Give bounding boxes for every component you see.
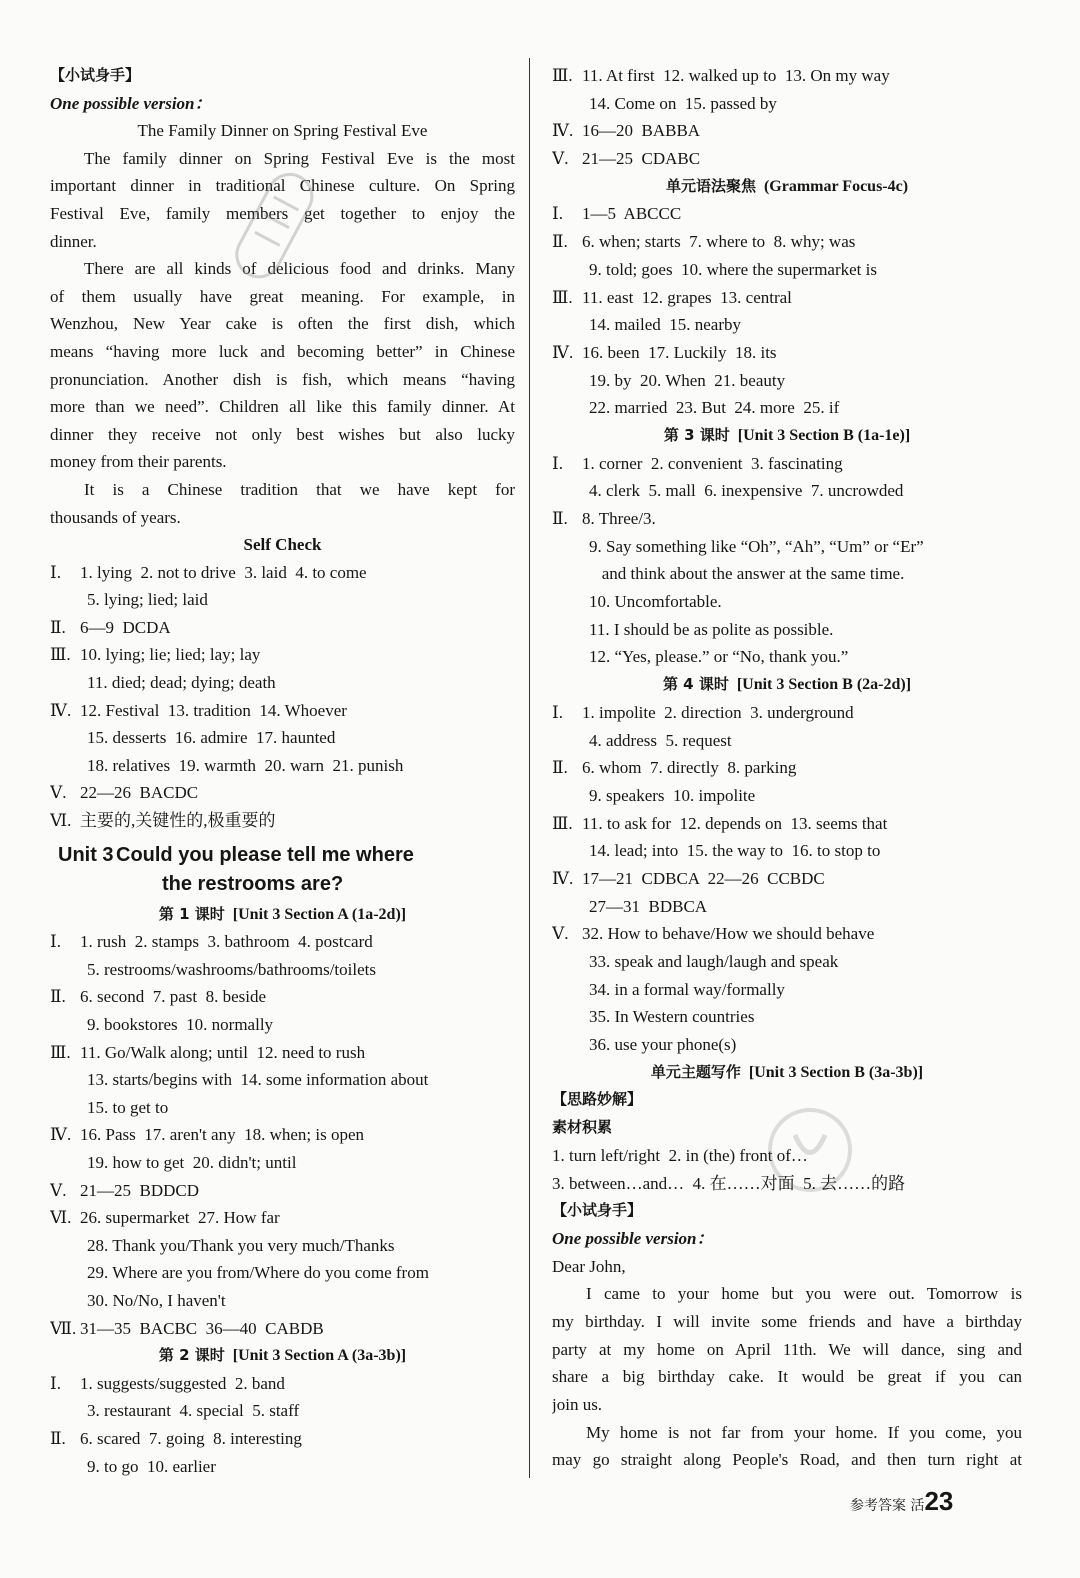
text-line: 27—31 BDBCA [589, 896, 708, 916]
section-numeral: Ⅱ. [552, 232, 568, 252]
text-line: may go straight along People's Road, and then turn right at [552, 1450, 1022, 1470]
text-line: 29. Where are you from/Where do you come from [87, 1263, 429, 1283]
section-numeral: Ⅴ. [50, 1180, 67, 1200]
answer-line [50, 1121, 515, 1149]
text-line: 19. how to get 20. didn't; until [87, 1152, 297, 1172]
answer-text: 主要的,关键性的,极重要的 [80, 811, 276, 831]
text-line: join us. [552, 1395, 603, 1414]
answer-text: 11. Go/Walk along; until 12. need to rush [80, 1042, 366, 1062]
answer-line [552, 200, 1022, 228]
answer-line [552, 920, 1022, 948]
text-line: 9. bookstores 10. normally [87, 1015, 274, 1034]
text-line: means “having more luck and becoming better” in Chinese [50, 341, 515, 361]
answer-text: 1. rush 2. stamps 3. bathroom 4. postcard [80, 932, 373, 952]
footer-label: 参考答案 活 [850, 1498, 925, 1514]
lesson-label: 第 3 课时 [663, 425, 730, 444]
answer-line [50, 1039, 515, 1067]
section-numeral: Ⅰ. [50, 1373, 61, 1393]
text-line: One possible version： [552, 1228, 714, 1248]
text-line: pronunciation. Another dish is fish, which means “having [50, 369, 515, 389]
answer-text: 21—25 BDDCD [80, 1180, 200, 1200]
section-numeral: Ⅱ. [50, 987, 66, 1007]
column-divider [529, 58, 530, 1478]
text-line: 9. speakers 10. impolite [589, 785, 756, 805]
lesson-section: [Unit 3 Section B (2a-2d)] [736, 676, 912, 694]
answer-text: 17—21 CDBCA 22—26 CCBDC [582, 868, 825, 888]
answer-text: 6. scared 7. going 8. interesting [80, 1428, 302, 1448]
text-line: 35. In Western countries [589, 1007, 755, 1027]
lesson-label: 第 2 课时 [158, 1346, 225, 1365]
text-line: thousands of years. [50, 507, 181, 527]
answer-line [50, 928, 515, 956]
answer-text: 1. lying 2. not to drive 3. laid 4. to come [80, 562, 367, 582]
section-numeral: Ⅱ. [50, 617, 66, 637]
section-numeral: Ⅰ. [552, 453, 563, 473]
answer-line [552, 505, 1022, 533]
section-numeral: Ⅴ. [552, 924, 569, 944]
text-line: It is a Chinese tradition that we have kept for [84, 479, 515, 499]
text-line: more than we need”. Children all like this family dinner. At [50, 397, 515, 417]
answer-line [50, 1370, 515, 1398]
answer-text: 11. At first 12. walked up to 13. On my way [582, 66, 890, 85]
answer-line [552, 284, 1022, 312]
section-numeral: Ⅵ. [50, 1208, 72, 1228]
lesson-label: 第 1 课时 [158, 904, 225, 923]
answer-text: 1. suggests/suggested 2. band [80, 1373, 285, 1393]
text-line: 【小试身手】 [552, 1201, 643, 1220]
answer-line [552, 865, 1022, 893]
text-line: Wenzhou, New Year cake is often the first dish, which [50, 314, 515, 334]
lesson-heading [552, 173, 1022, 201]
text-line: 15. to get to [87, 1097, 169, 1117]
text-line: 12. “Yes, please.” or “No, thank you.” [589, 647, 849, 667]
text-line: Festival Eve, family members get together to enjoy the [50, 203, 515, 223]
text-line: of them usually have great meaning. For example, in [50, 286, 515, 306]
text-line: 14. lead; into 15. the way to 16. to stop to [589, 841, 881, 861]
lesson-heading [50, 1342, 515, 1370]
answer-text: 11. east 12. grapes 13. central [582, 287, 792, 307]
lesson-heading [552, 671, 1022, 699]
text-line: 1. turn left/right 2. in (the) front of… [552, 1145, 808, 1165]
text-line: 4. address 5. request [589, 730, 732, 750]
watermark-logo-icon [740, 1090, 880, 1210]
answer-line [50, 1177, 515, 1205]
answer-text: 1. impolite 2. direction 3. underground [582, 702, 854, 722]
section-numeral: Ⅰ. [50, 562, 61, 582]
text-line: I came to your home but you were out. Tomorrow is [586, 1284, 1022, 1304]
answer-line [50, 983, 515, 1011]
text-line: 3. restaurant 4. special 5. staff [87, 1401, 300, 1421]
text-line: 9. to go 10. earlier [87, 1456, 216, 1476]
text-line: 9. told; goes 10. where the supermarket is [589, 259, 877, 279]
answer-line [552, 810, 1022, 838]
answer-line [50, 807, 515, 835]
text-line: 36. use your phone(s) [589, 1035, 737, 1055]
text-line: 14. Come on 15. passed by [589, 93, 777, 113]
answer-line [552, 62, 1022, 90]
section-numeral: Ⅲ. [552, 287, 573, 307]
text-line: dinner. [50, 231, 97, 251]
answer-text: 16. been 17. Luckily 18. its [582, 342, 777, 362]
lesson-label: 单元语法聚焦 [665, 176, 756, 195]
text-line: money from their parents. [50, 452, 227, 472]
lesson-section: (Grammar Focus-4c) [763, 177, 909, 195]
answer-text: 22—26 BACDC [80, 783, 199, 803]
lesson-label: 第 4 课时 [662, 675, 729, 694]
answer-line [552, 117, 1022, 145]
text-line: 4. clerk 5. mall 6. inexpensive 7. uncrowded [589, 481, 904, 501]
answer-line [552, 699, 1022, 727]
right-column [552, 62, 1022, 1474]
answer-text: 6—9 DCDA [80, 617, 171, 637]
text-line: 15. desserts 16. admire 17. haunted [87, 728, 336, 748]
section-numeral: Ⅲ. [552, 813, 573, 833]
text-line: 5. restrooms/washrooms/bathrooms/toilets [87, 959, 376, 979]
answer-line [50, 641, 515, 669]
answer-text: 11. to ask for 12. depends on 13. seems that [582, 813, 888, 833]
text-line: 11. died; dead; dying; death [87, 673, 276, 693]
answer-line [50, 779, 515, 807]
section-numeral: Ⅳ. [50, 700, 72, 720]
text-line: 33. speak and laugh/laugh and speak [589, 952, 839, 971]
section-numeral: Ⅴ. [50, 783, 67, 803]
text-line: 13. starts/begins with 14. some information about [87, 1070, 429, 1090]
text-line: important dinner in traditional Chinese culture. On Spring [50, 176, 515, 196]
unit-number: Unit 3 [58, 843, 114, 866]
text-line: The family dinner on Spring Festival Eve is the most [84, 148, 515, 168]
answer-text: 6. whom 7. directly 8. parking [582, 758, 797, 778]
section-numeral: Ⅲ. [552, 66, 573, 85]
lesson-section: [Unit 3 Section A (1a-2d)] [232, 905, 407, 923]
text-line: 28. Thank you/Thank you very much/Thanks [87, 1235, 395, 1255]
text-line: 5. lying; lied; laid [87, 590, 208, 610]
answer-text: 16—20 BABBA [582, 121, 701, 141]
text-line: party at my home on April 11th. We will dance, sing and [552, 1339, 1022, 1359]
answer-line [552, 145, 1022, 173]
answer-line [50, 559, 515, 587]
text-line: 【小试身手】 [50, 66, 141, 84]
answer-line [552, 339, 1022, 367]
section-numeral: Ⅳ. [552, 121, 574, 141]
answer-text: 10. lying; lie; lied; lay; lay [80, 645, 261, 665]
text-line: There are all kinds of delicious food and drinks. Many [84, 259, 515, 279]
answer-line [50, 1204, 515, 1232]
answer-text: 6. when; starts 7. where to 8. why; was [582, 232, 856, 252]
answer-text: 8. Three/3. [582, 509, 656, 528]
text-line: 18. relatives 19. warmth 20. warn 21. punish [87, 755, 404, 775]
answer-line [50, 697, 515, 725]
text-line: 22. married 23. But 24. more 25. if [589, 398, 840, 418]
answer-line [552, 754, 1022, 782]
watermark-stamp-icon [222, 160, 322, 300]
answer-text: 6. second 7. past 8. beside [80, 987, 267, 1007]
lesson-label: 单元主题写作 [650, 1062, 741, 1081]
text-line: my birthday. I will invite some friends and have a birthday [552, 1311, 1022, 1331]
answer-text: 31—35 BACBC 36—40 CABDB [80, 1318, 324, 1338]
page-number: 23 [924, 1486, 954, 1516]
text-line: share a big birthday cake. It would be great if you can [552, 1367, 1022, 1387]
answer-line [50, 1425, 515, 1453]
section-numeral: Ⅲ. [50, 1042, 71, 1062]
text-line: The Family Dinner on Spring Festival Eve [137, 121, 428, 141]
text-line: 10. Uncomfortable. [589, 592, 722, 612]
answer-text: 21—25 CDABC [582, 149, 701, 169]
text-line: 【思路妙解】 [552, 1090, 643, 1109]
answer-text: 26. supermarket 27. How far [80, 1208, 280, 1228]
unit-title-line2: the restrooms are? [162, 872, 344, 895]
answer-line [552, 228, 1022, 256]
lesson-section: [Unit 3 Section B (1a-1e)] [737, 426, 911, 444]
page-footer [850, 1486, 953, 1517]
lesson-heading [50, 901, 515, 929]
text-line: 11. I should be as polite as possible. [589, 619, 834, 639]
text-line: My home is not far from your home. If you come, you [586, 1422, 1022, 1442]
text-line: 34. in a formal way/formally [589, 979, 785, 999]
text-line: 19. by 20. When 21. beauty [589, 370, 786, 390]
unit-title-line1: Could you please tell me where [116, 843, 414, 866]
text-line: 3. between…and… 4. 在……对面 5. 去……的路 [552, 1173, 906, 1193]
section-numeral: Ⅶ. [50, 1318, 77, 1338]
answer-line [50, 614, 515, 642]
section-numeral: Ⅳ. [552, 342, 574, 362]
section-numeral: Ⅰ. [552, 702, 563, 722]
lesson-section: [Unit 3 Section A (3a-3b)] [232, 1347, 407, 1365]
answer-text: 1. corner 2. convenient 3. fascinating [582, 453, 843, 473]
text-line: and think about the answer at the same time. [589, 564, 905, 584]
section-numeral: Ⅳ. [552, 868, 574, 888]
answer-text: 32. How to behave/How we should behave [582, 924, 875, 944]
section-numeral: Ⅴ. [552, 149, 569, 169]
section-numeral: Ⅱ. [552, 509, 568, 528]
text-line: 素材积累 [552, 1118, 613, 1137]
text-line: 30. No/No, I haven't [87, 1290, 226, 1310]
section-numeral: Ⅱ. [50, 1428, 66, 1448]
answer-line [50, 1315, 515, 1343]
section-numeral: Ⅰ. [50, 932, 61, 952]
text-line: Self Check [243, 535, 322, 555]
section-numeral: Ⅲ. [50, 645, 71, 665]
answer-line [552, 450, 1022, 478]
lesson-section: [Unit 3 Section B (3a-3b)] [748, 1063, 924, 1081]
answer-text: 1—5 ABCCC [582, 204, 682, 224]
text-line: Dear John, [552, 1256, 626, 1276]
text-line: 9. Say something like “Oh”, “Ah”, “Um” or “Er” [589, 536, 924, 556]
answer-text: 16. Pass 17. aren't any 18. when; is open [80, 1125, 364, 1145]
unit-title [50, 841, 515, 899]
answer-text: 12. Festival 13. tradition 14. Whoever [80, 700, 347, 720]
text-line: One possible version： [50, 93, 212, 113]
section-numeral: Ⅰ. [552, 204, 563, 224]
text-line: dinner they receive not only best wishes but also lucky [50, 424, 515, 444]
lesson-heading [552, 1059, 1022, 1087]
section-numeral: Ⅵ. [50, 811, 72, 831]
text-line: 14. mailed 15. nearby [589, 315, 742, 335]
lesson-heading [552, 422, 1022, 450]
section-numeral: Ⅳ. [50, 1125, 72, 1145]
section-numeral: Ⅱ. [552, 758, 568, 778]
